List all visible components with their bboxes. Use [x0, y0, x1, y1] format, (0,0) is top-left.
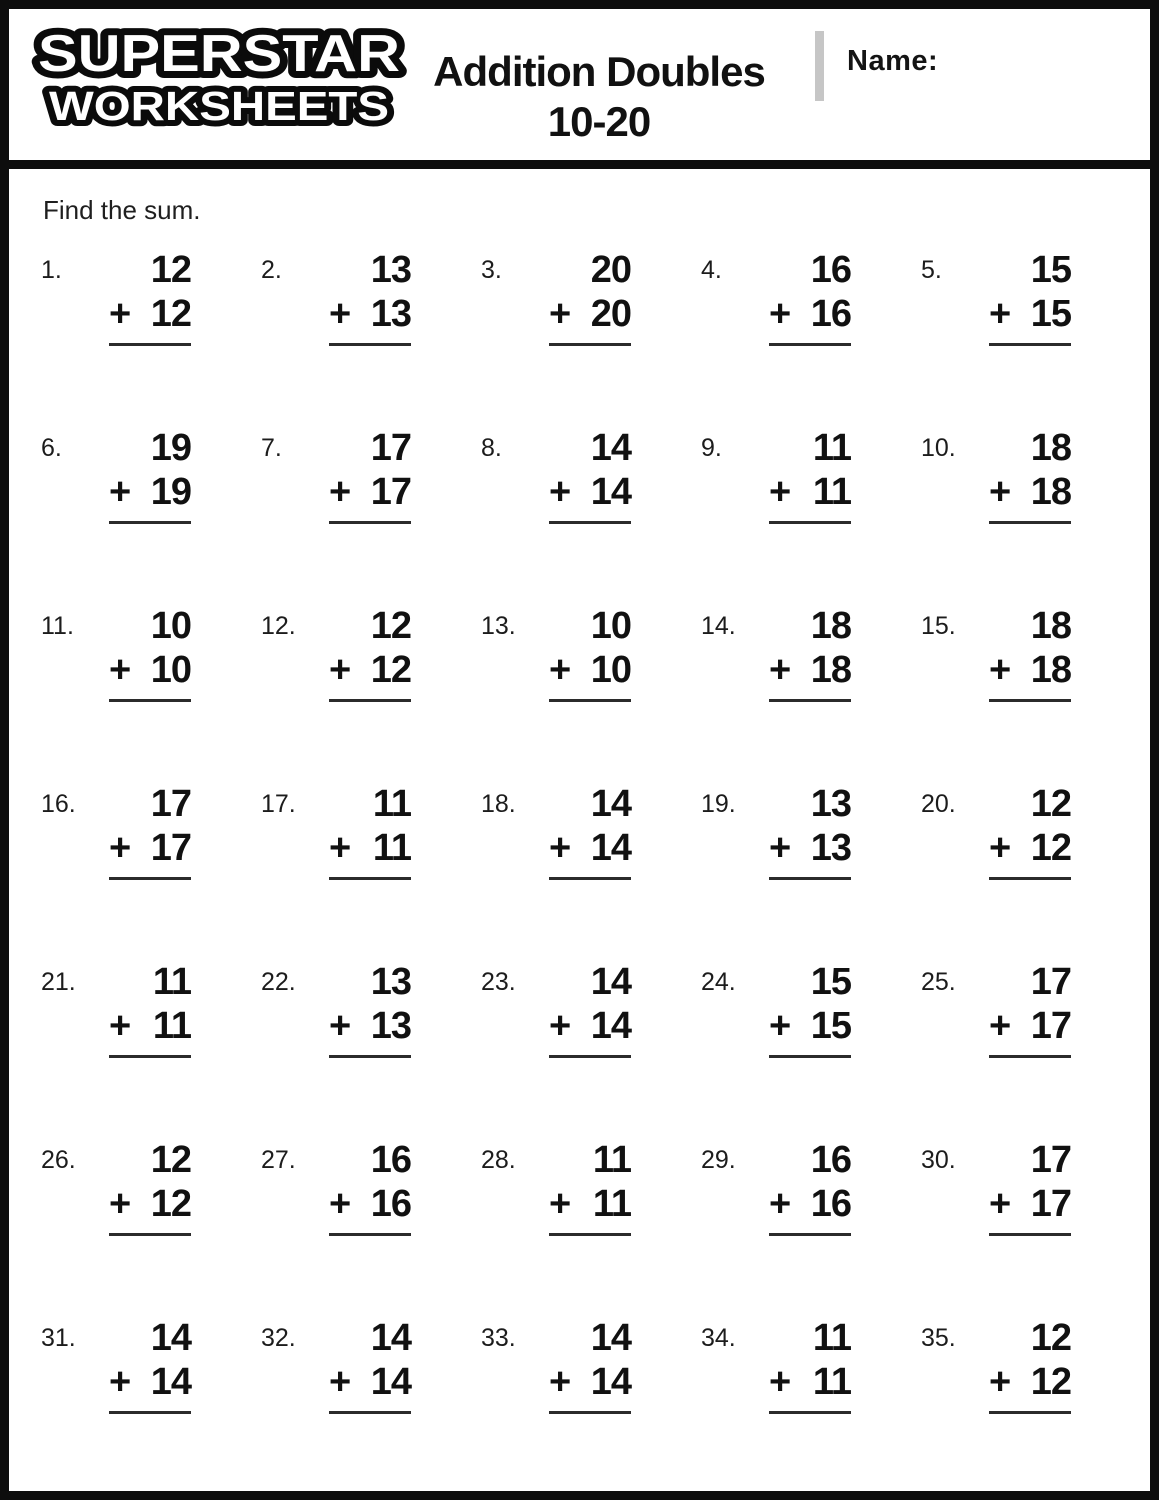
problem-number: 6.	[41, 434, 62, 462]
problem-number: 22.	[261, 968, 296, 996]
top-operand: 14	[590, 1317, 631, 1359]
answer-blank	[549, 1233, 631, 1236]
top-operand: 13	[370, 249, 411, 291]
problem-stack	[109, 427, 191, 524]
answer-blank	[549, 877, 631, 880]
answer-blank	[109, 521, 191, 524]
plus-sign: +	[109, 292, 131, 335]
plus-sign: +	[329, 470, 351, 513]
plus-sign: +	[109, 1182, 131, 1225]
bottom-operand: 10	[150, 648, 191, 691]
bottom-operand: 14	[590, 1004, 631, 1047]
logo-text-worksheets: WORKSHEETS	[49, 83, 389, 129]
worksheet-title	[399, 47, 799, 146]
answer-blank	[989, 343, 1071, 346]
top-operand: 20	[590, 249, 631, 291]
problem-number: 16.	[41, 790, 76, 818]
top-operand: 16	[810, 1139, 851, 1181]
answer-blank	[109, 1411, 191, 1414]
bottom-operand: 11	[812, 470, 851, 513]
problem	[699, 1303, 919, 1481]
problem	[479, 235, 699, 413]
name-divider-line	[815, 31, 824, 101]
problem	[919, 1303, 1139, 1481]
problem-stack	[549, 427, 631, 524]
problem	[919, 235, 1139, 413]
problem	[699, 947, 919, 1125]
problem-stack	[769, 1139, 851, 1236]
plus-sign: +	[989, 826, 1011, 869]
problem	[39, 1125, 259, 1303]
top-operand: 12	[1030, 783, 1071, 825]
top-operand: 14	[590, 427, 631, 469]
problem-number: 9.	[701, 434, 722, 462]
problem-stack	[989, 605, 1071, 702]
problem	[919, 947, 1139, 1125]
plus-sign: +	[109, 826, 131, 869]
top-operand: 17	[1030, 961, 1071, 1003]
problem	[699, 591, 919, 769]
top-operand: 14	[370, 1317, 411, 1359]
problem-number: 11.	[41, 612, 74, 640]
problem	[39, 591, 259, 769]
problem-stack	[109, 605, 191, 702]
problem-number: 2.	[261, 256, 282, 284]
plus-sign: +	[989, 1182, 1011, 1225]
answer-blank	[329, 877, 411, 880]
problem-stack	[549, 1139, 631, 1236]
problem	[39, 413, 259, 591]
problems-grid	[39, 235, 1139, 1481]
plus-sign: +	[109, 1004, 131, 1047]
answer-blank	[769, 521, 851, 524]
bottom-operand: 14	[370, 1360, 411, 1403]
problem-stack	[769, 1317, 851, 1414]
top-operand: 13	[810, 783, 851, 825]
top-operand: 12	[1030, 1317, 1071, 1359]
answer-blank	[109, 699, 191, 702]
problem-number: 28.	[481, 1146, 516, 1174]
top-operand: 18	[1030, 605, 1071, 647]
problem-number: 1.	[41, 256, 62, 284]
bottom-operand: 18	[810, 648, 851, 691]
problem	[259, 413, 479, 591]
problem-stack	[329, 1317, 411, 1414]
bottom-operand: 12	[370, 648, 411, 691]
top-operand: 11	[812, 1317, 851, 1359]
problem-number: 27.	[261, 1146, 296, 1174]
problem-number: 18.	[481, 790, 516, 818]
plus-sign: +	[329, 648, 351, 691]
problem	[919, 1125, 1139, 1303]
plus-sign: +	[329, 1360, 351, 1403]
problem-stack	[989, 249, 1071, 346]
answer-blank	[329, 343, 411, 346]
answer-blank	[989, 1233, 1071, 1236]
answer-blank	[329, 521, 411, 524]
problem	[479, 1125, 699, 1303]
answer-blank	[989, 1055, 1071, 1058]
problem-stack	[769, 605, 851, 702]
plus-sign: +	[549, 826, 571, 869]
problem	[39, 1303, 259, 1481]
problem-stack	[329, 783, 411, 880]
problem-stack	[769, 961, 851, 1058]
plus-sign: +	[329, 1182, 351, 1225]
problem	[259, 1303, 479, 1481]
problem-number: 8.	[481, 434, 502, 462]
problem-stack	[329, 249, 411, 346]
problem-stack	[109, 783, 191, 880]
problem-stack	[989, 427, 1071, 524]
top-operand: 11	[372, 783, 411, 825]
problem-stack	[769, 249, 851, 346]
bottom-operand: 18	[1030, 470, 1071, 513]
plus-sign: +	[769, 826, 791, 869]
answer-blank	[549, 1055, 631, 1058]
problem-stack	[549, 1317, 631, 1414]
plus-sign: +	[109, 648, 131, 691]
problem-stack	[989, 1317, 1071, 1414]
problem-number: 10.	[921, 434, 956, 462]
bottom-operand: 14	[590, 1360, 631, 1403]
problem	[479, 591, 699, 769]
problem	[39, 769, 259, 947]
plus-sign: +	[769, 470, 791, 513]
problem-stack	[329, 961, 411, 1058]
problem-number: 30.	[921, 1146, 956, 1174]
plus-sign: +	[109, 470, 131, 513]
answer-blank	[109, 343, 191, 346]
bottom-operand: 14	[590, 826, 631, 869]
top-operand: 16	[810, 249, 851, 291]
bottom-operand: 18	[1030, 648, 1071, 691]
problem-stack	[109, 1317, 191, 1414]
bottom-operand: 13	[810, 826, 851, 869]
bottom-operand: 11	[372, 826, 411, 869]
top-operand: 14	[150, 1317, 191, 1359]
problem-number: 14.	[701, 612, 736, 640]
problem-number: 31.	[41, 1324, 76, 1352]
answer-blank	[329, 1233, 411, 1236]
answer-blank	[769, 1233, 851, 1236]
bottom-operand: 17	[370, 470, 411, 513]
problem	[259, 1125, 479, 1303]
problem-stack	[109, 961, 191, 1058]
problem	[479, 413, 699, 591]
top-operand: 19	[150, 427, 191, 469]
answer-blank	[989, 521, 1071, 524]
problem-stack	[329, 427, 411, 524]
answer-blank	[549, 699, 631, 702]
problem	[699, 1125, 919, 1303]
top-operand: 11	[592, 1139, 631, 1181]
bottom-operand: 19	[150, 470, 191, 513]
bottom-operand: 12	[150, 1182, 191, 1225]
problem-stack	[109, 1139, 191, 1236]
top-operand: 16	[370, 1139, 411, 1181]
problem-number: 7.	[261, 434, 282, 462]
bottom-operand: 11	[812, 1360, 851, 1403]
problem-number: 17.	[261, 790, 296, 818]
bottom-operand: 13	[370, 292, 411, 335]
problem	[479, 1303, 699, 1481]
problem-number: 4.	[701, 256, 722, 284]
problem-stack	[769, 427, 851, 524]
plus-sign: +	[549, 292, 571, 335]
problem	[39, 947, 259, 1125]
bottom-operand: 17	[1030, 1182, 1071, 1225]
answer-blank	[109, 1055, 191, 1058]
problem-number: 26.	[41, 1146, 76, 1174]
problem	[919, 413, 1139, 591]
bottom-operand: 20	[590, 292, 631, 335]
problem-stack	[329, 1139, 411, 1236]
bottom-operand: 12	[150, 292, 191, 335]
bottom-operand: 11	[152, 1004, 191, 1047]
plus-sign: +	[989, 1004, 1011, 1047]
problem-number: 19.	[701, 790, 736, 818]
plus-sign: +	[109, 1360, 131, 1403]
problem-stack	[329, 605, 411, 702]
problem	[699, 235, 919, 413]
problem-number: 35.	[921, 1324, 956, 1352]
problem-stack	[549, 605, 631, 702]
problem	[259, 591, 479, 769]
answer-blank	[769, 1055, 851, 1058]
plus-sign: +	[769, 648, 791, 691]
top-operand: 18	[810, 605, 851, 647]
top-operand: 17	[370, 427, 411, 469]
problem-stack	[109, 249, 191, 346]
top-operand: 11	[812, 427, 851, 469]
answer-blank	[769, 1411, 851, 1414]
top-operand: 17	[1030, 1139, 1071, 1181]
plus-sign: +	[769, 1004, 791, 1047]
answer-blank	[549, 343, 631, 346]
problem-number: 5.	[921, 256, 942, 284]
problem	[699, 413, 919, 591]
top-operand: 17	[150, 783, 191, 825]
plus-sign: +	[769, 292, 791, 335]
top-operand: 11	[152, 961, 191, 1003]
problem-stack	[769, 783, 851, 880]
worksheet-title-line1: Addition Doubles	[433, 48, 765, 95]
bottom-operand: 16	[810, 292, 851, 335]
problem-stack	[989, 961, 1071, 1058]
bottom-operand: 13	[370, 1004, 411, 1047]
plus-sign: +	[549, 648, 571, 691]
answer-blank	[109, 1233, 191, 1236]
plus-sign: +	[549, 1182, 571, 1225]
top-operand: 13	[370, 961, 411, 1003]
answer-blank	[109, 877, 191, 880]
plus-sign: +	[989, 292, 1011, 335]
bottom-operand: 10	[590, 648, 631, 691]
bottom-operand: 12	[1030, 826, 1071, 869]
plus-sign: +	[989, 648, 1011, 691]
problem-stack	[549, 249, 631, 346]
plus-sign: +	[769, 1360, 791, 1403]
answer-blank	[989, 877, 1071, 880]
top-operand: 10	[150, 605, 191, 647]
worksheet-header	[9, 9, 1150, 169]
problem	[39, 235, 259, 413]
problem	[259, 947, 479, 1125]
answer-blank	[989, 1411, 1071, 1414]
bottom-operand: 16	[370, 1182, 411, 1225]
problem	[919, 591, 1139, 769]
superstar-worksheets-logo	[23, 21, 415, 139]
problem	[479, 769, 699, 947]
problem-number: 20.	[921, 790, 956, 818]
bottom-operand: 14	[150, 1360, 191, 1403]
problem-stack	[989, 1139, 1071, 1236]
bottom-operand: 17	[1030, 1004, 1071, 1047]
answer-blank	[769, 699, 851, 702]
problem-number: 3.	[481, 256, 502, 284]
problem-number: 24.	[701, 968, 736, 996]
plus-sign: +	[329, 1004, 351, 1047]
answer-blank	[549, 1411, 631, 1414]
answer-blank	[329, 1411, 411, 1414]
top-operand: 10	[590, 605, 631, 647]
top-operand: 14	[590, 783, 631, 825]
bottom-operand: 16	[810, 1182, 851, 1225]
problem	[259, 235, 479, 413]
bottom-operand: 11	[592, 1182, 631, 1225]
bottom-operand: 15	[1030, 292, 1071, 335]
problem-number: 15.	[921, 612, 956, 640]
problem-number: 23.	[481, 968, 516, 996]
problem-number: 12.	[261, 612, 296, 640]
plus-sign: +	[329, 292, 351, 335]
answer-blank	[989, 699, 1071, 702]
plus-sign: +	[329, 826, 351, 869]
answer-blank	[329, 699, 411, 702]
plus-sign: +	[989, 1360, 1011, 1403]
problem-number: 13.	[481, 612, 516, 640]
plus-sign: +	[989, 470, 1011, 513]
top-operand: 12	[150, 249, 191, 291]
bottom-operand: 12	[1030, 1360, 1071, 1403]
bottom-operand: 15	[810, 1004, 851, 1047]
problem-stack	[989, 783, 1071, 880]
bottom-operand: 17	[150, 826, 191, 869]
instruction-text: Find the sum.	[43, 195, 201, 225]
problem	[699, 769, 919, 947]
plus-sign: +	[769, 1182, 791, 1225]
answer-blank	[769, 877, 851, 880]
problem-number: 25.	[921, 968, 956, 996]
problem	[479, 947, 699, 1125]
problem-number: 34.	[701, 1324, 736, 1352]
problem-number: 32.	[261, 1324, 296, 1352]
worksheet-title-line2: 10-20	[547, 97, 651, 145]
answer-blank	[549, 521, 631, 524]
name-label: Name:	[847, 45, 939, 77]
answer-blank	[329, 1055, 411, 1058]
problem-stack	[549, 961, 631, 1058]
problem	[259, 769, 479, 947]
top-operand: 14	[590, 961, 631, 1003]
top-operand: 12	[150, 1139, 191, 1181]
plus-sign: +	[549, 1360, 571, 1403]
problem-number: 21.	[41, 968, 76, 996]
bottom-operand: 14	[590, 470, 631, 513]
top-operand: 15	[1030, 249, 1071, 291]
problem-stack	[549, 783, 631, 880]
problem	[919, 769, 1139, 947]
problem-number: 29.	[701, 1146, 736, 1174]
top-operand: 12	[370, 605, 411, 647]
logo-text-superstar: SUPERSTAR	[38, 25, 400, 83]
plus-sign: +	[549, 1004, 571, 1047]
answer-blank	[769, 343, 851, 346]
top-operand: 15	[810, 961, 851, 1003]
plus-sign: +	[549, 470, 571, 513]
top-operand: 18	[1030, 427, 1071, 469]
problem-number: 33.	[481, 1324, 516, 1352]
